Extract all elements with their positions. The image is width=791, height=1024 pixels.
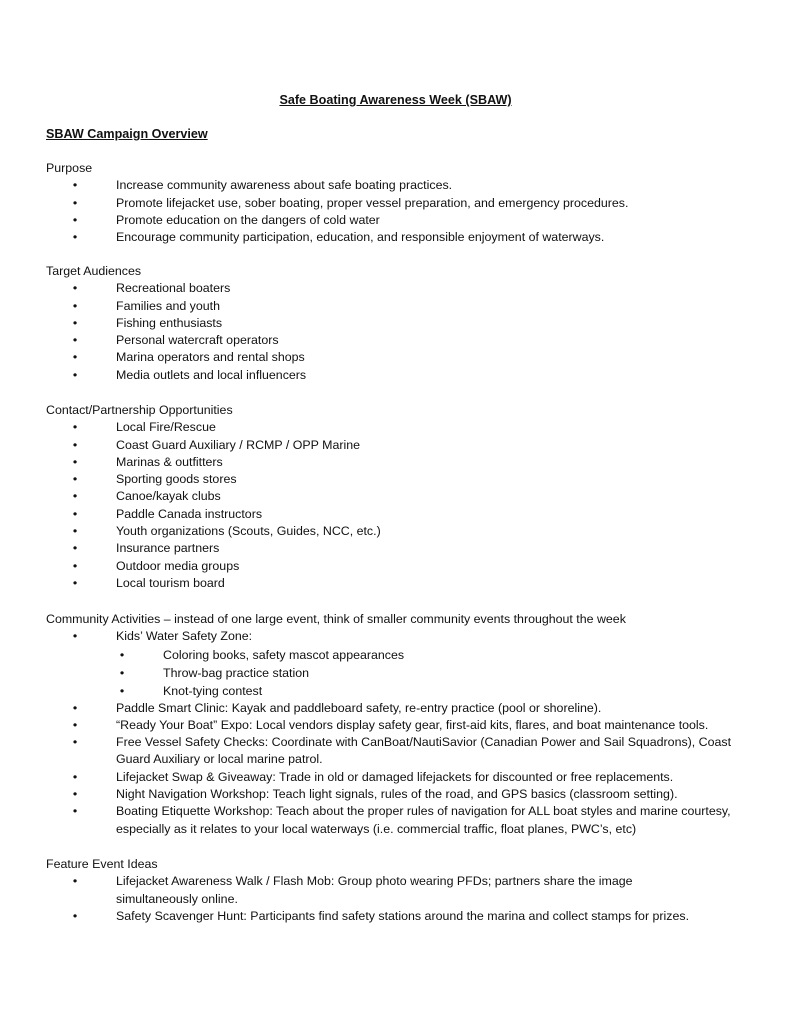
- bullet-icon: •: [72, 367, 78, 382]
- bullet-icon: •: [72, 420, 78, 435]
- bullet-icon: •: [72, 315, 78, 330]
- list-item: • Marinas & outfitters: [46, 454, 766, 471]
- sub-list-item: • Knot-tying contest: [46, 682, 776, 700]
- list-item: • Kids’ Water Safety Zone:: [46, 628, 776, 645]
- partners-section: [46, 402, 766, 592]
- bullet-icon: •: [72, 908, 78, 923]
- list-item: • “Ready Your Boat” Expo: Local vendors display safety gear, first-aid kits, flares, and boat maintenance tools.: [46, 717, 776, 734]
- list-item: • Sporting goods stores: [46, 471, 766, 488]
- bullet-icon: •: [72, 787, 78, 802]
- bullet-icon: •: [72, 472, 78, 487]
- list-item: • Outdoor media groups: [46, 558, 766, 575]
- bullet-icon: •: [72, 506, 78, 521]
- list-item: • Local tourism board: [46, 575, 766, 592]
- list-item: • Youth organizations (Scouts, Guides, NCC, etc.): [46, 523, 766, 540]
- bullet-icon: •: [72, 454, 78, 469]
- features-section: [46, 856, 766, 925]
- bullet-icon: •: [72, 700, 78, 715]
- overview-heading: SBAW Campaign Overview: [46, 127, 208, 141]
- bullet-icon: •: [72, 717, 78, 732]
- list-item: • Media outlets and local influencers: [46, 367, 766, 384]
- list-item: • Personal watercraft operators: [46, 332, 766, 349]
- bullet-icon: •: [72, 575, 78, 590]
- list-item: • Canoe/kayak clubs: [46, 488, 766, 505]
- list-item: • Coast Guard Auxiliary / RCMP / OPP Marine: [46, 437, 766, 454]
- bullet-icon: •: [72, 230, 78, 245]
- list-item: • Promote education on the dangers of cold water: [46, 212, 766, 229]
- list-item: • Lifejacket Swap & Giveaway: Trade in old or damaged lifejackets for discounted or free replacements.: [46, 769, 776, 786]
- audiences-heading: Target Audiences: [46, 264, 142, 278]
- list-item: • Paddle Smart Clinic: Kayak and paddleboard safety, re-entry practice (pool or shoreline).: [46, 700, 776, 717]
- purpose-heading: Purpose: [46, 161, 93, 175]
- list-item: • Paddle Canada instructors: [46, 506, 766, 523]
- bullet-icon: •: [72, 212, 78, 227]
- list-item: • Increase community awareness about safe boating practices.: [46, 177, 766, 194]
- bullet-icon: •: [72, 437, 78, 452]
- bullet-icon: •: [72, 804, 78, 819]
- bullet-icon: •: [72, 769, 78, 784]
- bullet-icon: •: [72, 298, 78, 313]
- list-item: • Safety Scavenger Hunt: Participants find safety stations around the marina and collect stamps for prizes.: [46, 908, 766, 925]
- bullet-icon: •: [72, 541, 78, 556]
- list-item: • Free Vessel Safety Checks: Coordinate with CanBoat/NautiSavior (Canadian Power and Sail Squadrons), Coast Guard Auxiliary or local marine patrol.: [46, 734, 736, 769]
- list-item: • Families and youth: [46, 298, 766, 315]
- bullet-icon: •: [72, 333, 78, 348]
- list-item: • Promote lifejacket use, sober boating, proper vessel preparation, and emergency procedures.: [46, 195, 766, 212]
- list-item: • Lifejacket Awareness Walk / Flash Mob: Group photo wearing PFDs; partners share the image simultaneously online.: [46, 873, 676, 908]
- bullet-icon: •: [72, 195, 78, 210]
- sub-list-item: • Coloring books, safety mascot appearances: [46, 646, 776, 664]
- list-item: • Recreational boaters: [46, 280, 766, 297]
- list-item: • Boating Etiquette Workshop: Teach about the proper rules of navigation for ALL boat styles and marine courtesy, especially as it relates to your local waterways (i.e. commercial traffic, float planes, PWC’s, etc): [46, 803, 756, 838]
- bullet-icon: •: [72, 350, 78, 365]
- list-item: • Insurance partners: [46, 540, 766, 557]
- audiences-section: [46, 263, 766, 384]
- list-item: • Marina operators and rental shops: [46, 349, 766, 366]
- document-title: Safe Boating Awareness Week (SBAW): [279, 93, 512, 107]
- bullet-icon: •: [72, 524, 78, 539]
- list-item: • Encourage community participation, education, and responsible enjoyment of waterways.: [46, 229, 766, 246]
- bullet-icon: •: [72, 629, 78, 644]
- bullet-icon: •: [119, 683, 125, 698]
- bullet-icon: •: [72, 178, 78, 193]
- sub-list-item: • Throw-bag practice station: [46, 664, 776, 682]
- bullet-icon: •: [72, 489, 78, 504]
- bullet-icon: •: [72, 874, 78, 889]
- bullet-icon: •: [72, 735, 78, 750]
- list-item: • Local Fire/Rescue: [46, 419, 766, 436]
- list-item: • Night Navigation Workshop: Teach light signals, rules of the road, and GPS basics (classroom setting).: [46, 786, 776, 803]
- purpose-section: [46, 160, 766, 246]
- partners-heading: Contact/Partnership Opportunities: [46, 403, 233, 417]
- list-item: • Fishing enthusiasts: [46, 315, 766, 332]
- activities-heading: Community Activities – instead of one large event, think of smaller community events throughout the week: [46, 612, 626, 626]
- activities-section: [46, 611, 776, 838]
- bullet-icon: •: [72, 558, 78, 573]
- bullet-icon: •: [119, 647, 125, 662]
- bullet-icon: •: [119, 665, 125, 680]
- features-heading: Feature Event Ideas: [46, 857, 158, 871]
- bullet-icon: •: [72, 281, 78, 296]
